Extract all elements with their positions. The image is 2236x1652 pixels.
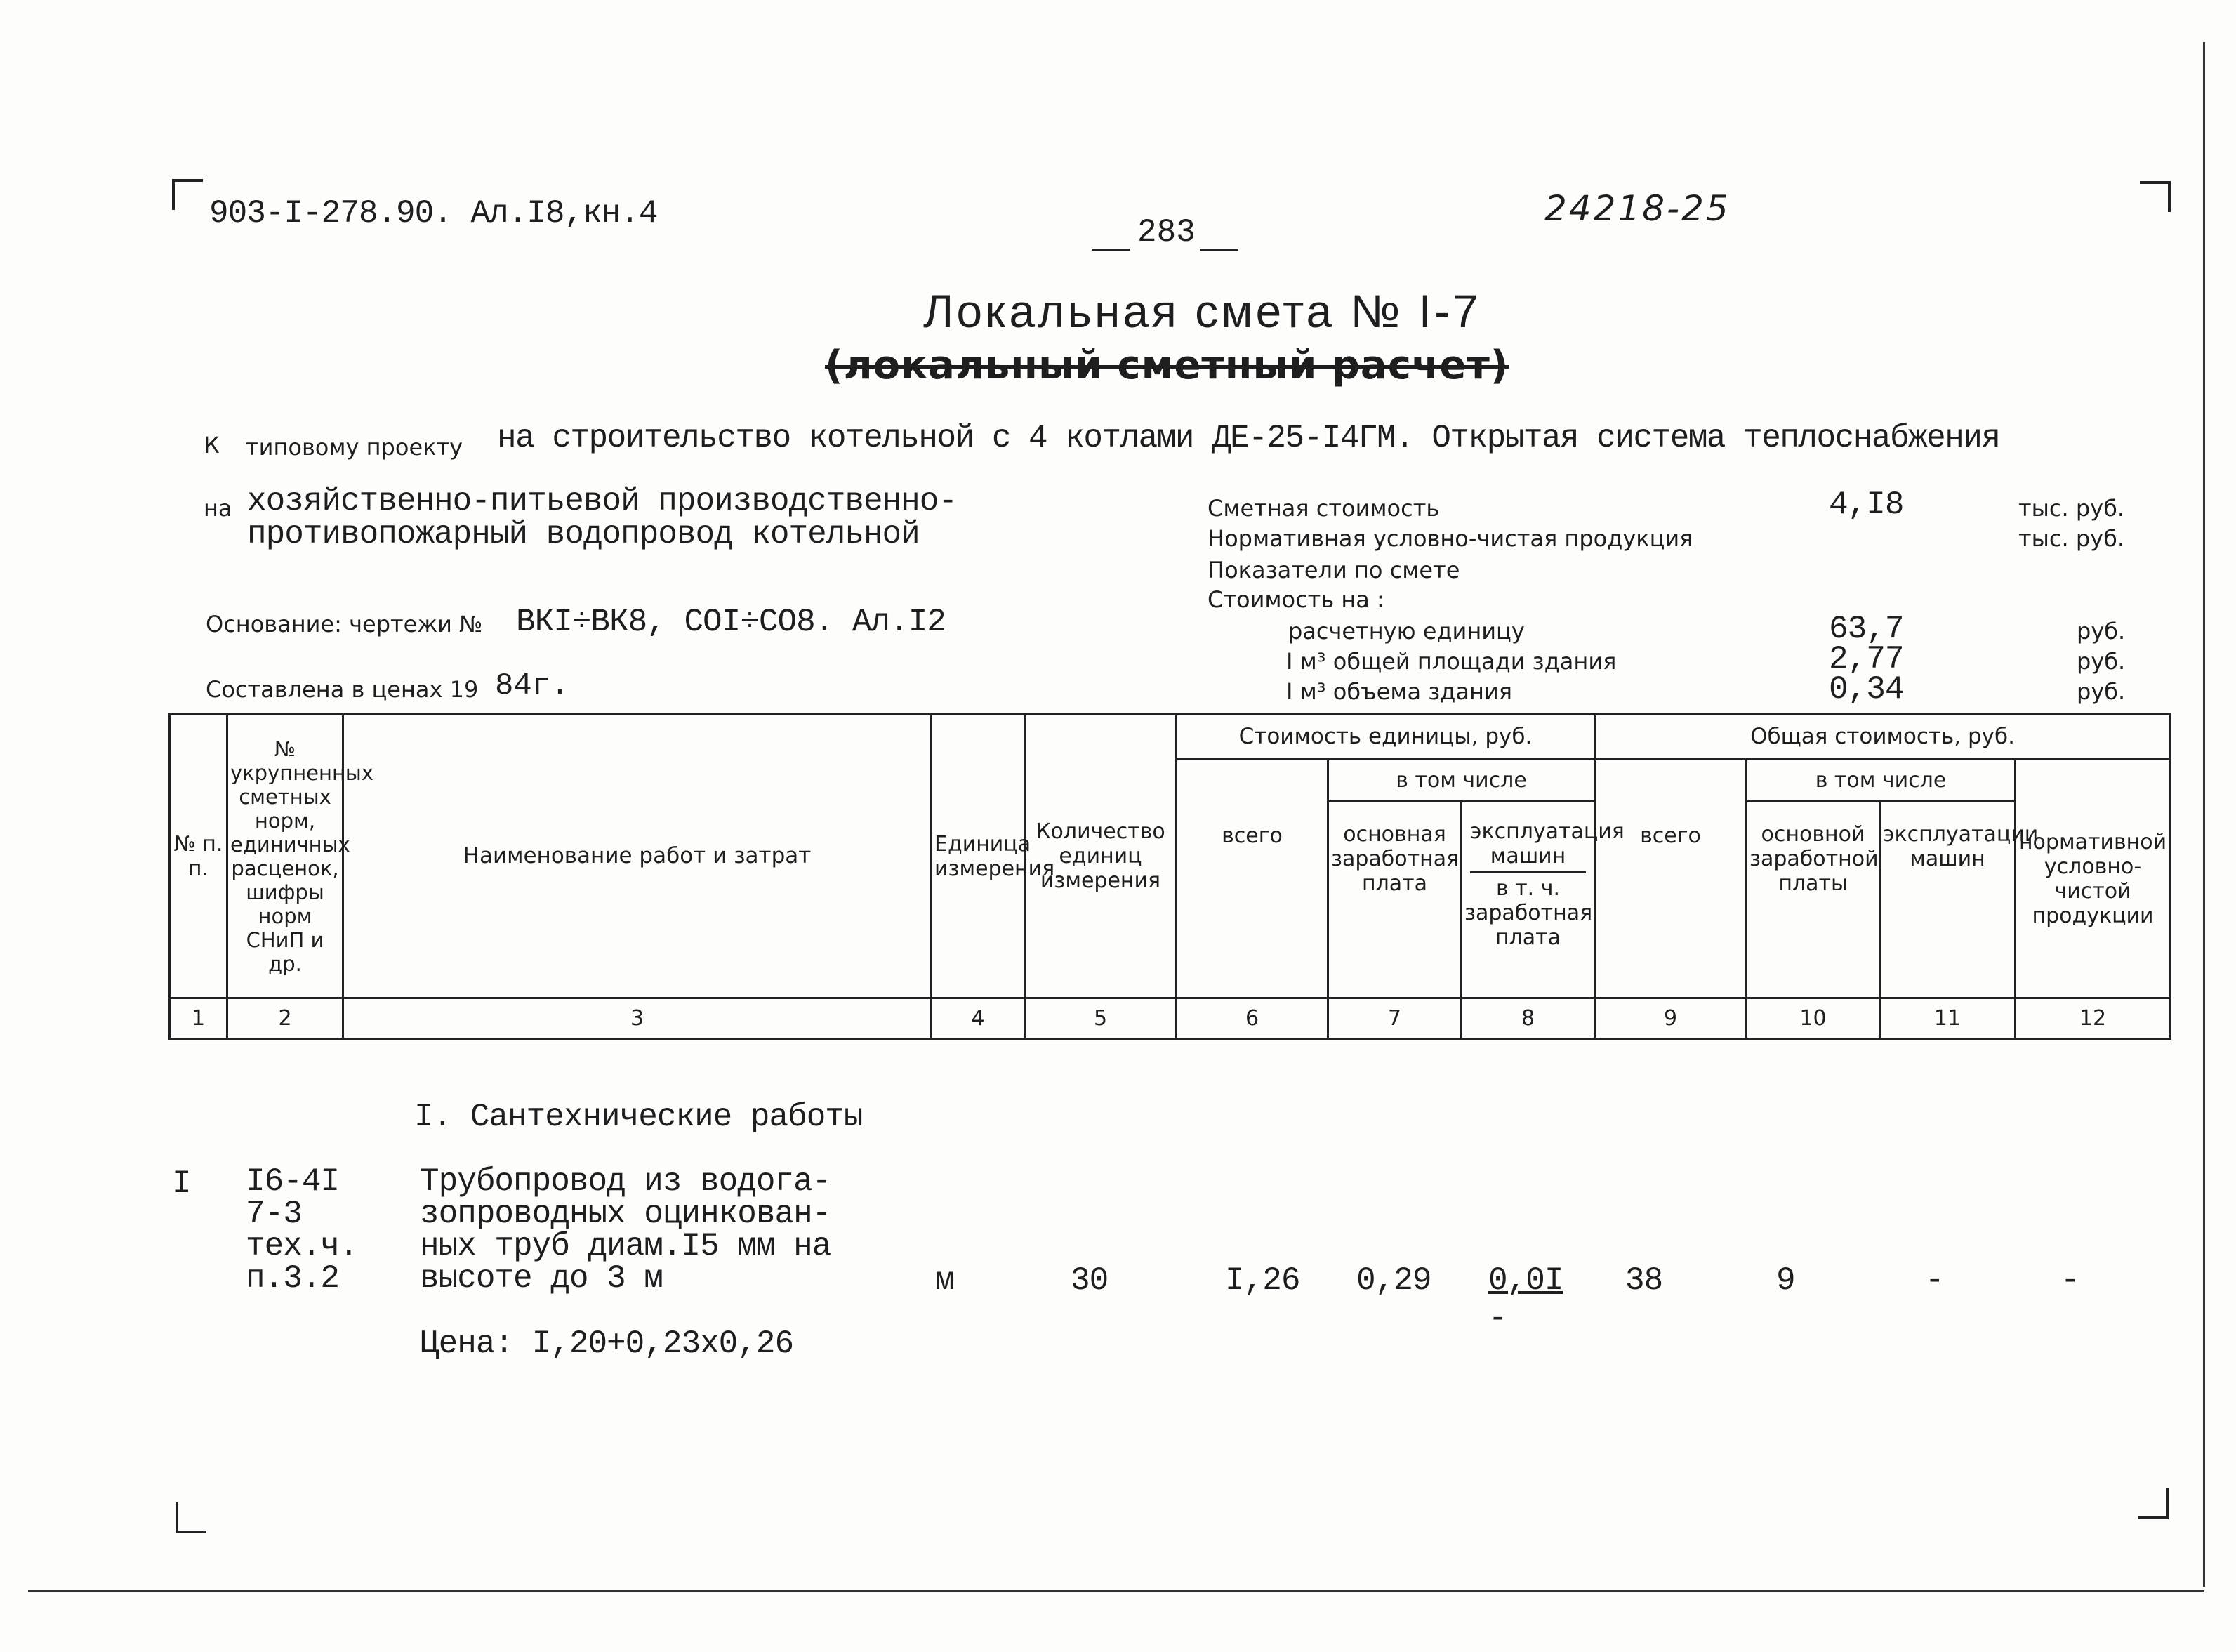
compiled-year: 84г. (495, 668, 569, 703)
column-number: 7 (1328, 998, 1462, 1039)
column-number: 6 (1177, 998, 1328, 1039)
header-basic-wages: основной заработной платы (1747, 802, 1880, 998)
section-title: I. Сантехнические работы (414, 1099, 863, 1135)
header-unit-all: всего (1177, 760, 1328, 998)
row-code-line: тех.ч. (246, 1228, 358, 1264)
column-number: 4 (932, 998, 1025, 1039)
per-unit-unit: руб. (2077, 618, 2126, 645)
row-name-line: ных труб диам.I5 мм на (420, 1228, 831, 1264)
struck-out-subtitle: (локальный сметный расчет) (825, 343, 1509, 388)
estimate-cost-label: Сметная стоимость (1208, 495, 1440, 522)
normative-unit: тыс. руб. (2018, 525, 2124, 552)
cost-per-label: Стоимость на : (1208, 586, 1384, 613)
na-label: на (204, 495, 232, 522)
column-number: 12 (2016, 998, 2171, 1039)
column-number: 8 (1462, 998, 1595, 1039)
estimate-title: Локальная смета № I-7 (923, 285, 1481, 337)
per-unit-label: расчетную единицу (1288, 618, 1525, 645)
per-area-unit: руб. (2077, 648, 2126, 675)
tip-project-label: типовому проекту (246, 434, 463, 461)
row-number: I (172, 1165, 191, 1202)
corner-mark-bottom-right (2138, 1488, 2169, 1519)
row-unit-total: I,26 (1225, 1262, 1300, 1299)
column-number: 1 (170, 998, 227, 1039)
estimate-cost-unit: тыс. руб. (2018, 495, 2124, 522)
basis-label: Основание: чертежи № (206, 611, 483, 637)
column-number: 11 (1880, 998, 2016, 1039)
page-edge-right (2203, 42, 2205, 1587)
header-basic-wage: основная заработная плата (1328, 802, 1462, 998)
estimate-cost-value: 4,I8 (1829, 487, 1904, 523)
per-unit-value: 63,7 (1829, 611, 1904, 647)
row-code-line: п.3.2 (246, 1260, 340, 1297)
per-area-value: 2,77 (1829, 641, 1904, 678)
row-unit: м (935, 1262, 954, 1299)
header-total-including: в том числе (1747, 760, 2016, 802)
estimate-header-table (168, 713, 2171, 1040)
row-code-line: I6-4I (246, 1163, 340, 1200)
row-code-line: 7-3 (246, 1196, 302, 1232)
normative-label: Нормативная условно-чистая продукция (1208, 525, 1693, 552)
header-unit-including: в том числе (1328, 760, 1595, 802)
corner-mark-top-left (172, 179, 203, 210)
archive-number: 24218-25 (1544, 188, 1731, 229)
column-number: 3 (343, 998, 932, 1039)
header-total-cost: Общая стоимость, руб. (1595, 715, 2171, 760)
page-edge-bottom (28, 1590, 2204, 1592)
row-unit-wage: 0,29 (1356, 1262, 1431, 1299)
row-name-line: Трубопровод из водога- (420, 1163, 831, 1200)
header-item-number: № п. п. (170, 715, 227, 998)
basis-value: ВКI÷ВК8, СОI÷СО8. Ал.I2 (516, 604, 946, 640)
column-number: 5 (1025, 998, 1177, 1039)
document-code: 903-I-278.90. Ал.I8,кн.4 (209, 195, 658, 232)
indicators-label: Показатели по смете (1208, 557, 1460, 583)
column-number: 10 (1747, 998, 1880, 1039)
row-total-wage: 9 (1776, 1262, 1795, 1299)
per-volume-value: 0,34 (1829, 671, 1904, 708)
row-quantity: 30 (1071, 1262, 1109, 1299)
per-area-label: I м³ общей площади здания (1286, 648, 1617, 675)
project-description: на строительство котельной с 4 котлами ДЕ-25-I4ГМ. Открытая система теплоснабжения (497, 420, 2000, 456)
compiled-label: Составлена в ценах 19 (206, 676, 479, 703)
row-unit-machine-wage: - (1488, 1300, 1507, 1337)
row-total: 38 (1625, 1262, 1663, 1299)
column-number: 2 (227, 998, 343, 1039)
header-unit-cost: Стоимость единицы, руб. (1177, 715, 1595, 760)
header-unit: Единица измерения (932, 715, 1025, 998)
object-line-1: хозяйственно-питьевой производственно- (247, 483, 957, 520)
header-quantity: Количество единиц измерения (1025, 715, 1177, 998)
row-unit-machine: 0,0I (1488, 1262, 1563, 1299)
header-machine-wage: в т. ч. заработная плата (1464, 876, 1593, 950)
row-price-note: Цена: I,20+0,23х0,26 (420, 1326, 794, 1362)
column-number: 9 (1595, 998, 1747, 1039)
k-label: К (204, 432, 220, 458)
header-machine-operations: эксплуатации машин (1880, 802, 2016, 998)
per-volume-unit: руб. (2077, 678, 2126, 705)
row-name-line: высоте до 3 м (420, 1260, 663, 1297)
row-total-machine: - (1925, 1262, 1944, 1299)
corner-mark-top-right (2140, 181, 2171, 212)
header-norms: № укрупненных сметных норм, единичных расценок, шифры норм СНиП и др. (227, 715, 343, 998)
row-total-normative: - (2060, 1262, 2079, 1299)
corner-mark-bottom-left (176, 1502, 206, 1533)
page-number-value: 283 (1137, 214, 1196, 251)
header-machine-operation: эксплуатация машин (1470, 819, 1586, 873)
header-machine-operation-cell (1462, 802, 1625, 998)
object-line-2: противопожарный водопровод котельной (247, 516, 920, 553)
header-normative: нормативной условно-чистой продукции (2016, 760, 2171, 998)
per-volume-label: I м³ объема здания (1286, 678, 1512, 705)
row-name-line: зопроводных оцинкован- (420, 1196, 831, 1232)
page-number (1092, 214, 1238, 251)
header-work-name: Наименование работ и затрат (343, 715, 932, 998)
header-total-all: всего (1595, 760, 1747, 998)
